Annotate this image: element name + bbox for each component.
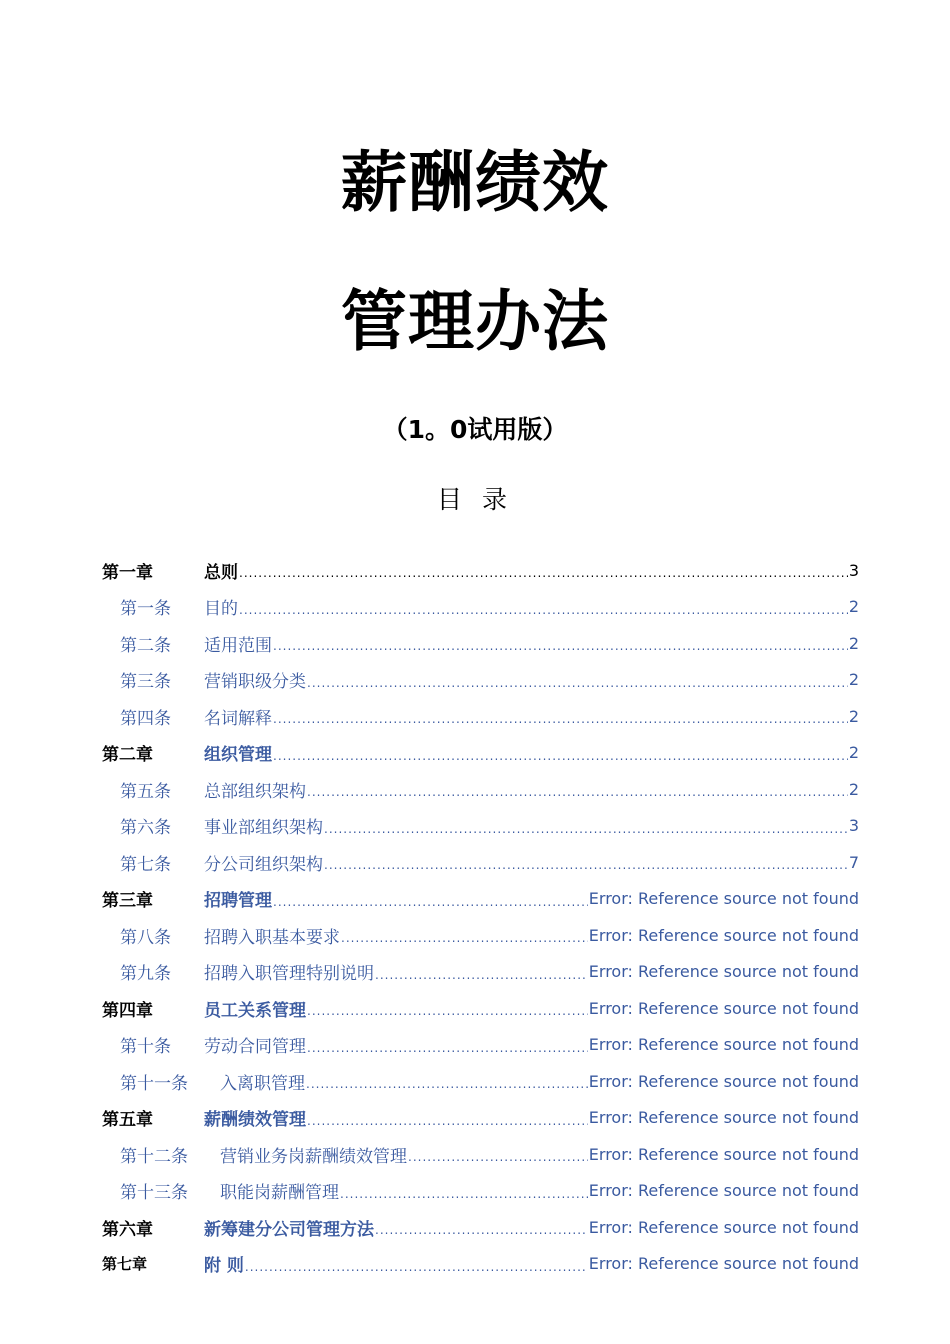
- toc-entry-title: 职能岗薪酬管理: [220, 1183, 339, 1203]
- toc-entry-page: Error: Reference source not found: [588, 1217, 859, 1237]
- toc-entry-number: 第六条: [120, 818, 171, 838]
- toc-entry[interactable]: [102, 771, 859, 807]
- toc-entry-page: Error: Reference source not found: [588, 1071, 859, 1091]
- toc-entry-title: 总则: [204, 562, 238, 583]
- toc-entry-number: 第十条: [120, 1037, 171, 1057]
- toc-entry-number: 第二条: [120, 635, 171, 656]
- document-title-line-1: 薪酬绩效: [341, 144, 609, 221]
- toc-entry-title: 员工关系管理: [204, 1000, 306, 1021]
- toc-entry[interactable]: [102, 1100, 859, 1136]
- toc-dot-leader: [340, 1187, 588, 1201]
- toc-entry[interactable]: [102, 881, 859, 917]
- toc-entry[interactable]: [102, 1209, 859, 1245]
- toc-entry[interactable]: [102, 1246, 859, 1282]
- toc-dot-leader: [307, 676, 848, 690]
- toc-dot-leader: [273, 749, 848, 763]
- toc-entry-title: 招聘管理: [204, 891, 272, 911]
- toc-entry-number: 第八条: [120, 927, 171, 948]
- toc-dot-leader: [306, 1077, 588, 1091]
- toc-entry-page: Error: Reference source not found: [588, 1108, 859, 1127]
- toc-entry[interactable]: [102, 552, 859, 588]
- toc-entry-number: 第七条: [120, 854, 171, 875]
- toc-entry[interactable]: [102, 844, 859, 880]
- toc-dot-leader: [239, 603, 848, 617]
- toc-entry-title: 招聘入职管理特别说明: [204, 964, 374, 984]
- toc-entry-title: 总部组织架构: [204, 781, 306, 802]
- toc-entry-title: 营销职级分类: [204, 672, 306, 692]
- toc-entry-page: Error: Reference source not found: [588, 1254, 859, 1273]
- toc-entry-number: 第十三条: [120, 1183, 188, 1203]
- version-label: （1。0试用版）: [382, 415, 568, 444]
- toc-entry[interactable]: [102, 917, 859, 953]
- toc-entry-title: 薪酬绩效管理: [204, 1110, 306, 1130]
- toc-entry[interactable]: [102, 954, 859, 990]
- toc-entry-number: 第十二条: [120, 1146, 188, 1167]
- toc-dot-leader: [307, 785, 848, 799]
- toc-entry[interactable]: [102, 990, 859, 1026]
- toc-entry-page: Error: Reference source not found: [588, 1181, 859, 1200]
- toc-entry[interactable]: [102, 698, 859, 734]
- toc-dot-leader: [307, 1114, 588, 1128]
- toc-dot-leader: [324, 858, 848, 872]
- toc-entry-number: 第十一条: [120, 1073, 188, 1094]
- toc-entry-number: 第二章: [102, 745, 153, 765]
- toc-heading: 目 录: [437, 485, 513, 514]
- toc-entry-number: 第一章: [102, 562, 153, 583]
- toc-entry[interactable]: [102, 1027, 859, 1063]
- toc-entry-page: 3: [848, 816, 859, 835]
- toc-entry-page: 3: [848, 560, 859, 580]
- toc-entry-page: Error: Reference source not found: [588, 1144, 859, 1164]
- toc-entry-page: Error: Reference source not found: [588, 962, 859, 981]
- toc-entry-title: 附 则: [204, 1256, 244, 1276]
- toc-entry-number: 第一条: [120, 599, 171, 619]
- toc-entry-page: 2: [848, 779, 859, 799]
- toc-dot-leader: [408, 1150, 588, 1164]
- toc-dot-leader: [307, 1041, 588, 1055]
- toc-entry-page: 2: [848, 743, 859, 762]
- toc-entry-page: Error: Reference source not found: [588, 889, 859, 908]
- toc-entry-number: 第五条: [120, 781, 171, 802]
- toc-entry-title: 招聘入职基本要求: [204, 927, 340, 948]
- toc-entry[interactable]: [102, 1063, 859, 1099]
- toc-dot-leader: [307, 1004, 588, 1018]
- toc-entry-number: 第三章: [102, 891, 153, 911]
- toc-dot-leader: [375, 968, 588, 982]
- toc-dot-leader: [239, 566, 848, 580]
- toc-entry-title: 营销业务岗薪酬绩效管理: [220, 1146, 407, 1167]
- toc-entry-number: 第九条: [120, 964, 171, 984]
- toc-entry-title: 劳动合同管理: [204, 1037, 306, 1057]
- toc-entry-page: 7: [848, 852, 859, 872]
- toc-dot-leader: [375, 1223, 588, 1237]
- toc-entry-title: 目的: [204, 599, 238, 619]
- toc-entry[interactable]: [102, 808, 859, 844]
- toc-entry-number: 第四条: [120, 708, 171, 729]
- toc-entry-page: Error: Reference source not found: [588, 1035, 859, 1054]
- toc-entry-title: 事业部组织架构: [204, 818, 323, 838]
- toc-dot-leader: [273, 712, 848, 726]
- toc-entry-page: 2: [848, 706, 859, 726]
- toc-entry[interactable]: [102, 625, 859, 661]
- toc-entry-title: 新筹建分公司管理方法: [204, 1219, 374, 1240]
- toc-dot-leader: [273, 639, 848, 653]
- toc-dot-leader: [324, 822, 848, 836]
- toc-entry[interactable]: [102, 735, 859, 771]
- toc-entry-title: 适用范围: [204, 635, 272, 656]
- toc-entry-number: 第七章: [102, 1255, 148, 1273]
- toc-entry-number: 第四章: [102, 1000, 153, 1021]
- toc-entry-page: 2: [848, 670, 859, 689]
- toc-entry-title: 名词解释: [204, 708, 272, 729]
- toc-entry[interactable]: [102, 589, 859, 625]
- toc-dot-leader: [341, 931, 588, 945]
- toc-dot-leader: [245, 1260, 588, 1274]
- document-title-line-2: 管理办法: [341, 283, 609, 360]
- toc-entry-title: 分公司组织架构: [204, 854, 323, 875]
- toc-entry-page: 2: [848, 597, 859, 616]
- toc-entry-page: 2: [848, 633, 859, 653]
- toc-entry[interactable]: [102, 662, 859, 698]
- toc-entry-title: 组织管理: [204, 745, 272, 765]
- toc-dot-leader: [273, 895, 588, 909]
- toc-entry-page: Error: Reference source not found: [588, 925, 859, 945]
- toc-entry-title: 入离职管理: [220, 1073, 305, 1094]
- toc-entry-page: Error: Reference source not found: [588, 998, 859, 1018]
- toc-entry[interactable]: [102, 1136, 859, 1172]
- toc-entry-number: 第三条: [120, 672, 171, 692]
- toc-entry-number: 第五章: [102, 1110, 153, 1130]
- toc-entry-number: 第六章: [102, 1219, 153, 1240]
- toc-entry[interactable]: [102, 1173, 859, 1209]
